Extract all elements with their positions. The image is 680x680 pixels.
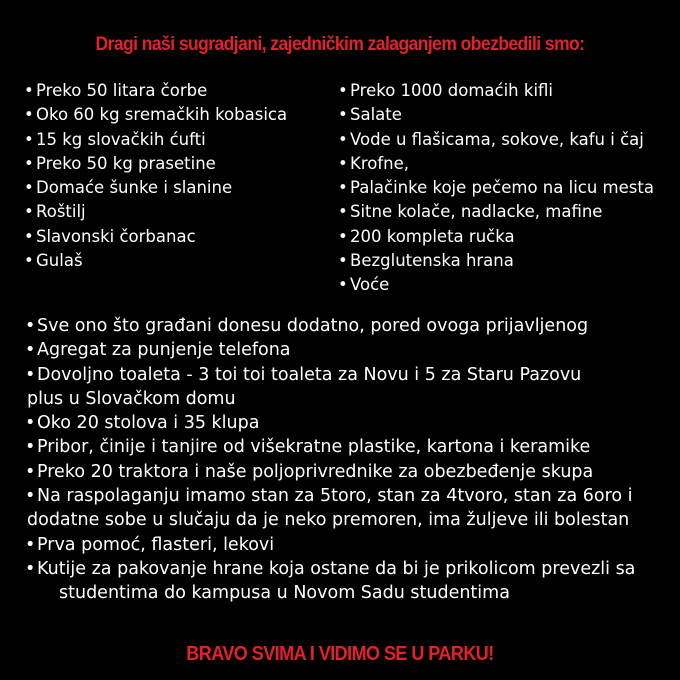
bullet: • bbox=[338, 105, 348, 125]
bullet: • bbox=[24, 251, 34, 271]
list-item-continuation: studentima do kampusa u Novom Sadu studentima bbox=[59, 583, 510, 604]
bullet: • bbox=[24, 226, 34, 246]
list-item: • Pribor, činije i tanjire od višekratne plastike, kartona i keramike bbox=[37, 435, 635, 459]
closing-message: BRAVO SVIMA I VIDIMO SE U PARKU! bbox=[186, 643, 494, 665]
bullet: • bbox=[338, 202, 348, 222]
list-item: • Oko 20 stolova i 35 klupa bbox=[37, 411, 635, 435]
list-item: • Sitne kolače, nadlacke, mafine bbox=[350, 200, 654, 224]
right-column-list bbox=[338, 79, 654, 298]
list-item: • Preko 50 kg prasetine bbox=[36, 152, 287, 176]
list-item: • Sve ono što građani donesu dodatno, pored ovoga prijavljenog bbox=[37, 314, 635, 338]
list-item: • Dovoljno toaleta - 3 toi toi toaleta za Novu i 5 za Staru Pazovu bbox=[37, 363, 635, 387]
bullet: • bbox=[338, 226, 348, 246]
list-item: • Slavonski čorbanac bbox=[36, 225, 287, 249]
bullet: • bbox=[25, 558, 36, 579]
list-item: • Preko 50 litara čorbe bbox=[36, 79, 287, 103]
bullet: • bbox=[25, 486, 36, 507]
bullet: • bbox=[25, 461, 36, 482]
bullet: • bbox=[25, 534, 36, 555]
list-item: • Gulaš bbox=[36, 249, 287, 273]
bullet: • bbox=[338, 153, 348, 173]
list-item: • Preko 1000 domaćih kifli bbox=[350, 79, 654, 103]
bullet: • bbox=[338, 251, 348, 271]
list-item-continuation: plus u Slovačkom domu bbox=[27, 388, 236, 409]
list-item: • Na raspolaganju imamo stan za 5toro, stan za 4tvoro, stan za 6oro i bbox=[37, 484, 635, 508]
bullet: • bbox=[338, 275, 348, 295]
bullet: • bbox=[25, 437, 36, 458]
list-item: • Bezglutenska hrana bbox=[350, 249, 654, 273]
bullet: • bbox=[25, 316, 36, 336]
bullet: • bbox=[24, 202, 34, 222]
bullet: • bbox=[338, 129, 348, 149]
list-item: • Preko 20 traktora i naše poljoprivrednike za obezbeđenje skupa bbox=[37, 460, 635, 484]
list-item: • Palačinke koje pečemo na licu mesta bbox=[350, 176, 654, 200]
list-item: • Roštilj bbox=[36, 200, 287, 224]
left-column-list bbox=[24, 79, 288, 273]
bullet: • bbox=[25, 340, 36, 361]
bullet: • bbox=[338, 81, 348, 100]
bullet: • bbox=[25, 413, 36, 434]
list-item: • Kutije za pakovanje hrane koja ostane da bi je prikolicom prevezli sa bbox=[37, 557, 635, 581]
list-item-continuation: dodatne sobe u slučaju da je neko premoren, ima žuljeve ili bolestan bbox=[27, 510, 630, 531]
list-item: • Salate bbox=[350, 103, 654, 127]
list-item: • Oko 60 kg sremačkih kobasica bbox=[36, 103, 287, 127]
bullet: • bbox=[24, 153, 34, 173]
bullet: • bbox=[25, 364, 36, 385]
bullet: • bbox=[24, 178, 34, 198]
list-item: • 15 kg slovačkih ćufti bbox=[36, 128, 287, 152]
list-item: • 200 kompleta ručka bbox=[350, 225, 654, 249]
bullet: • bbox=[338, 178, 348, 198]
list-item: • Krofne, bbox=[350, 152, 654, 176]
bottom-list bbox=[25, 314, 636, 606]
headline: Dragi naši sugradjani, zajedničkim zalaganjem obezbedili smo: bbox=[95, 34, 585, 55]
list-item: • Vode u flašicama, sokove, kafu i čaj bbox=[350, 128, 654, 152]
bullet: • bbox=[24, 81, 34, 100]
bullet: • bbox=[24, 129, 34, 149]
list-item: • Voće bbox=[350, 273, 654, 297]
list-item: • Agregat za punjenje telefona bbox=[37, 338, 635, 362]
list-item: • Domaće šunke i slanine bbox=[36, 176, 287, 200]
bullet: • bbox=[24, 105, 34, 125]
list-item: • Prva pomoć, flasteri, lekovi bbox=[37, 533, 635, 557]
